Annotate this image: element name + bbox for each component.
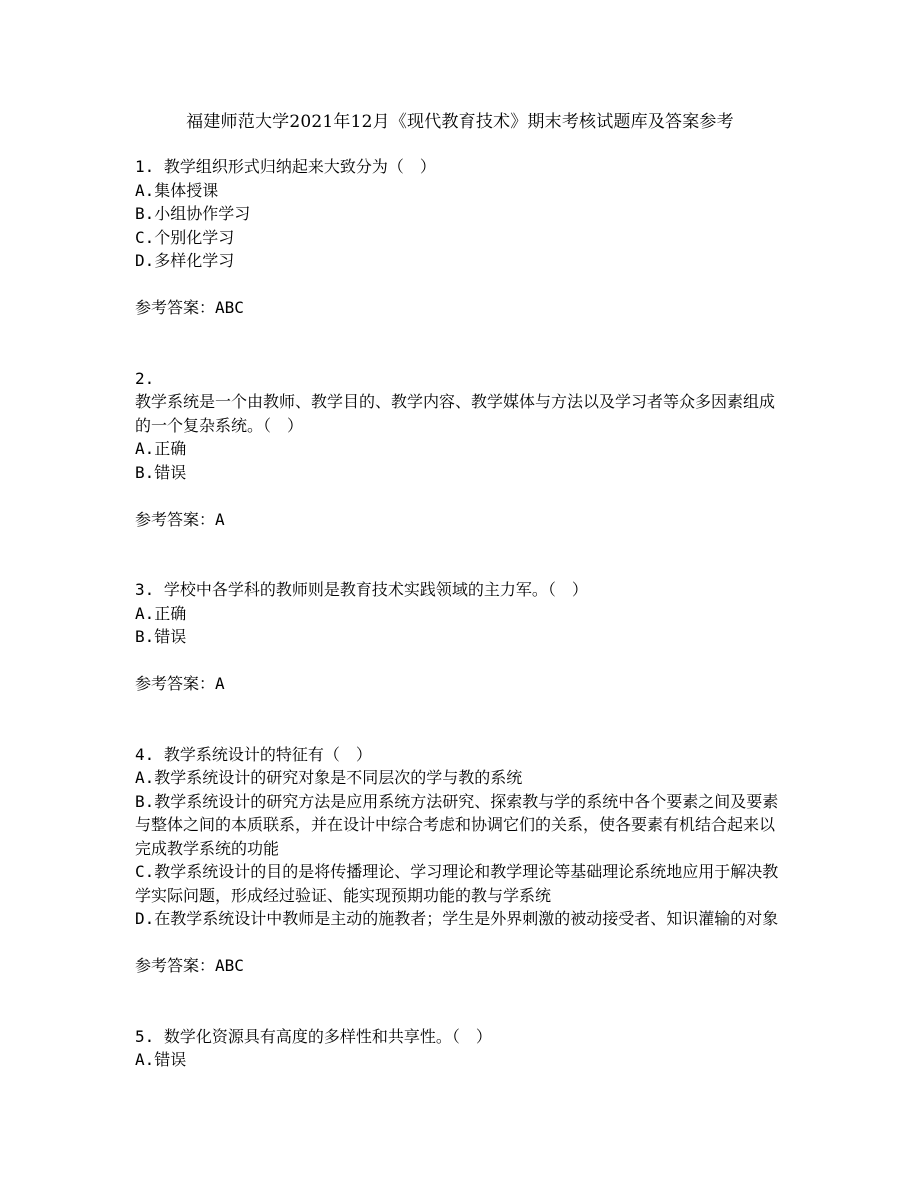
option-b: B.错误 [135, 627, 187, 646]
option-d: D.在教学系统设计中教师是主动的施教者；学生是外界刺激的被动接受者、知识灌输的对象 [135, 909, 779, 928]
spacer [135, 696, 790, 743]
question-1 [135, 155, 790, 320]
option-d: D.多样化学习 [135, 251, 235, 270]
spacer [135, 531, 790, 578]
question-stem [135, 155, 790, 179]
question-number: 3. [135, 580, 155, 599]
option-c: C.个别化学习 [135, 227, 235, 247]
answer-value: A [215, 674, 225, 693]
option-a: A.错误 [135, 1050, 187, 1069]
option-a: A.教学系统设计的研究对象是不同层次的学与教的系统 [135, 768, 523, 787]
answer-value: ABC [215, 956, 244, 975]
option-a: A.正确 [135, 439, 187, 458]
question-3 [135, 578, 790, 696]
question-list [135, 155, 790, 1072]
question-4 [135, 743, 790, 978]
answer-label: 参考答案： [135, 298, 216, 317]
question-stem [135, 743, 790, 767]
reference-answer [135, 954, 790, 978]
option-a: A.正确 [135, 603, 187, 623]
answer-label: 参考答案： [135, 956, 216, 975]
reference-answer [135, 672, 790, 696]
question-text: 学校中各学科的教师则是教育技术实践领域的主力军。（ ） [163, 580, 588, 599]
reference-answer [135, 508, 790, 532]
question-number: 2. [135, 368, 155, 388]
question-text: 教学组织形式归纳起来大致分为（ ） [163, 157, 436, 176]
spacer [135, 320, 790, 367]
question-5 [135, 1025, 790, 1072]
answer-value: A [215, 509, 225, 529]
question-number: 1. [135, 157, 155, 176]
option-b: B.教学系统设计的研究方法是应用系统方法研究、探索教与学的系统中各个要素之间及要素与整体之间的本质联系，并在设计中综合考虑和协调它们的关系，使各要素有机结合起来以完成教学系统的功能 [135, 791, 779, 858]
question-stem [135, 578, 790, 602]
question-number: 5. [135, 1026, 155, 1046]
answer-label: 参考答案： [135, 674, 216, 693]
question-stem [135, 1025, 790, 1049]
question-2 [135, 367, 790, 532]
question-text: 教学系统设计的特征有（ ） [163, 744, 372, 764]
answer-label: 参考答案： [135, 509, 216, 529]
option-c: C.教学系统设计的目的是将传播理论、学习理论和教学理论等基础理论系统地应用于解决教学实际问题，形成经过验证、能实现预期功能的教与学系统 [135, 862, 779, 905]
question-number: 4. [135, 744, 155, 764]
reference-answer [135, 296, 790, 320]
document-title: 福建师范大学2021年12月《现代教育技术》期末考核试题库及答案参考 [186, 112, 734, 132]
answer-value: ABC [215, 298, 244, 317]
question-text: 教学系统是一个由教师、教学目的、教学内容、教学媒体与方法以及学习者等众多因素组成的一个复杂系统。（ ） [135, 392, 776, 435]
option-b: B.小组协作学习 [135, 204, 251, 223]
option-b: B.错误 [135, 462, 187, 482]
question-text: 数学化资源具有高度的多样性和共享性。（ ） [163, 1026, 492, 1046]
option-a: A.集体授课 [135, 180, 219, 200]
spacer [135, 978, 790, 1025]
